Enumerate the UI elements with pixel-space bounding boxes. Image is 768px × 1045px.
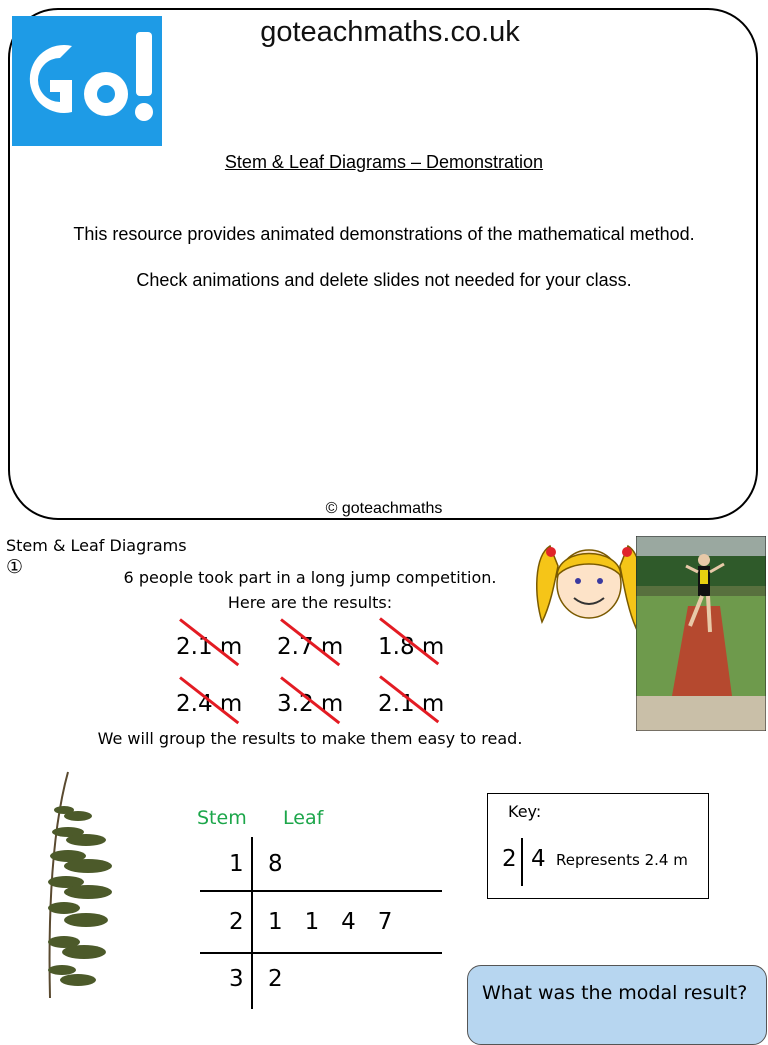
key-title: Key: xyxy=(508,802,542,821)
key-divider xyxy=(521,838,523,886)
stem-header: Stem xyxy=(197,807,247,829)
result-value: 2.4 m xyxy=(176,691,243,717)
copyright: © goteachmaths xyxy=(325,500,443,517)
girl-cartoon xyxy=(528,536,650,632)
result-value: 2.7 m xyxy=(277,634,344,660)
table-divider-horizontal xyxy=(200,952,442,954)
description-line-1: This resource provides animated demonstrations of the mathematical method. xyxy=(73,224,695,244)
question-callout xyxy=(467,965,767,1045)
result-value: 3.2 m xyxy=(277,691,344,717)
key-stem: 2 xyxy=(502,846,517,872)
result-value: 2.1 m xyxy=(176,634,243,660)
question-number: ① xyxy=(6,557,24,578)
key-box xyxy=(487,793,709,899)
question-text: What was the modal result? xyxy=(482,982,748,1004)
go-logo xyxy=(2,16,162,146)
intro-line-2: Here are the results: xyxy=(227,593,393,612)
leaf-header: Leaf xyxy=(283,807,324,829)
leaf-cell: 2 xyxy=(268,966,283,992)
leaf-cell: 8 xyxy=(268,851,283,877)
stem-cell: 3 xyxy=(229,966,244,992)
stem-cell: 2 xyxy=(229,909,244,935)
table-divider-horizontal xyxy=(200,890,442,892)
fern-image xyxy=(38,770,128,1000)
intro-line-1: 6 people took part in a long jump competition. xyxy=(123,568,497,587)
key-text: Represents 2.4 m xyxy=(556,851,688,869)
result-value: 1.8 m xyxy=(378,634,445,660)
group-note: We will group the results to make them easy to read. xyxy=(97,729,523,748)
demo-title: Stem & Leaf Diagrams – Demonstration xyxy=(224,152,544,172)
long-jump-photo xyxy=(636,536,766,731)
slide-heading: Stem & Leaf Diagrams xyxy=(6,536,187,555)
leaf-cell: 1 1 4 7 xyxy=(268,909,393,935)
site-title: goteachmaths.co.uk xyxy=(260,16,520,48)
key-leaf: 4 xyxy=(531,846,546,872)
stem-cell: 1 xyxy=(229,851,244,877)
result-value: 2.1 m xyxy=(378,691,445,717)
description-line-2: Check animations and delete slides not needed for your class. xyxy=(136,270,632,290)
table-divider-vertical xyxy=(251,837,253,1009)
